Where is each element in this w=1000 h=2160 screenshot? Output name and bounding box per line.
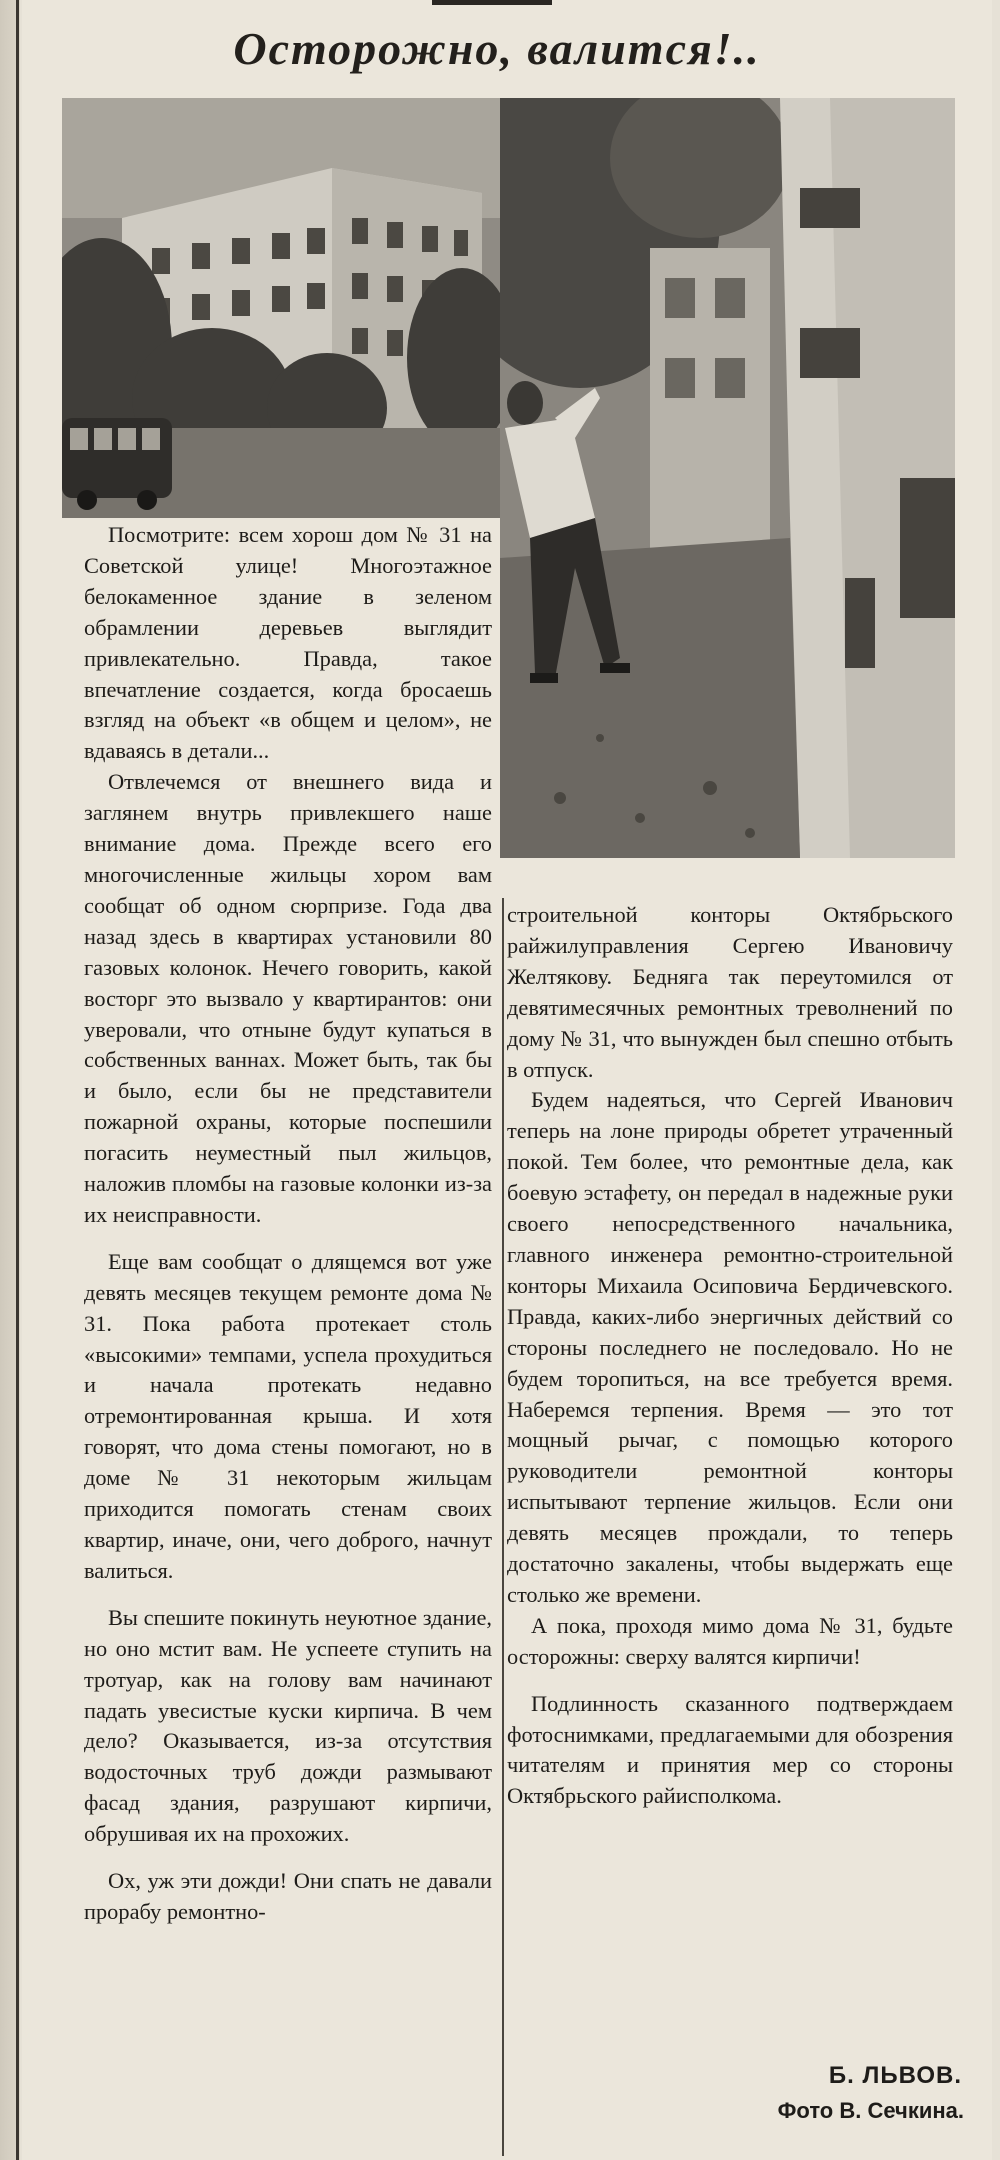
building-photo-image (62, 98, 502, 518)
newspaper-page (22, 0, 992, 2160)
author-signature: Б. ЛЬВОВ. (828, 2062, 962, 2089)
paragraph: Подлинность сказанного подтверждаем фотоснимками, предлагаемыми для обозрения читателям и принятия мер со стороны Октябрьского райисполкома. (507, 1690, 953, 1809)
paragraph: Ох, уж эти дожди! Они спать не давали прорабу ремонтно- (84, 1868, 492, 1924)
building-photo (62, 98, 502, 518)
paragraph: Будем надеяться, что Сергей Иванович теперь на лоне природы обретет утраченный покой. Тем более, что ремонтные дела, как боевую эстафету, он передал в надежные руки своего непосредственного начальника, главного инженера ремонтно-строительной конторы Михаила Осиповича Бердичевского. Правда, каких-либо энергичных действий со стороны последнего не последовало. Но не будем торопиться, на все требуется время. Наберемся терпения. Время — это тот мощный рычаг, с помощью которого руководители ремонтной конторы испытывают терпение жильцов. Если они девять месяцев прождали, то теперь достаточно закалены, чтобы выдержать еще столько же времени. (507, 1087, 953, 1607)
crumbling-wall-photo (500, 98, 955, 858)
column-divider (502, 898, 504, 2156)
page-edge-rule (16, 0, 19, 2160)
paragraph: Посмотрите: всем хорош дом № 31 на Советской улице! Многоэтажное белокаменное здание в зеленом обрамлении деревьев выглядит привлекательно. Правда, такое впечатление создается, когда бросаешь взгляд на объект «в общем и целом», не вдаваясь в детали... (84, 522, 492, 764)
paragraph: Отвлечемся от внешнего вида и заглянем внутрь привлекшего наше внимание дома. Прежде всего его многочисленные жильцы хором вам сообщат об одном сюрпризе. Года два назад здесь в квартирах установили 80 газовых колонок. Нечего говорить, какой восторг это вызвало у квартирантов: они уверовали, что отныне будут купаться в собственных ваннах. Может быть, так бы и было, если бы не представители пожарной охраны, которые поспешили погасить неуместный пыл жильцов, наложив пломбы на газовые колонки из-за их неисправности. (84, 769, 492, 1227)
photo-credit: Фото В. Сечкина. (777, 2098, 964, 2123)
article-column-left (84, 520, 492, 1928)
article-headline: Осторожно, валится!.. (233, 23, 761, 74)
paragraph: строительной конторы Октябрьского райжилуправления Сергею Ивановичу Желтякову. Бедняга так переутомился от девятимесячных ремонтных треволнений по дому № 31, что вынужден был спешно отбыть в отпуск. (507, 902, 953, 1082)
paragraph: А пока, проходя мимо дома № 31, будьте осторожны: сверху валятся кирпичи! (507, 1612, 953, 1669)
paragraph: Вы спешите покинуть неуютное здание, но оно мстит вам. Не успеете ступить на тротуар, как на голову вам начинают падать увесистые куски кирпича. В чем дело? Оказывается, из-за отсутствия водосточных труб дожди размывают фасад здания, разрушают кирпичи, обрушивая их на прохожих. (84, 1604, 492, 1847)
article-column-right (507, 900, 953, 1812)
paragraph: Еще вам сообщат о длящемся вот уже девять месяцев текущем ремонте дома № 31. Пока работа протекает столь «высокими» темпами, успела прохудиться и начала протекать недавно отремонтированная крыша. И хотя говорят, что дома стены помогают, но в доме № 31 некоторым жильцам приходится помогать стенам своих квартир, иначе, они, чего доброго, начнут валиться. (84, 1248, 492, 1583)
top-rule-tick (432, 0, 552, 5)
crumbling-wall-photo-image (500, 98, 955, 858)
